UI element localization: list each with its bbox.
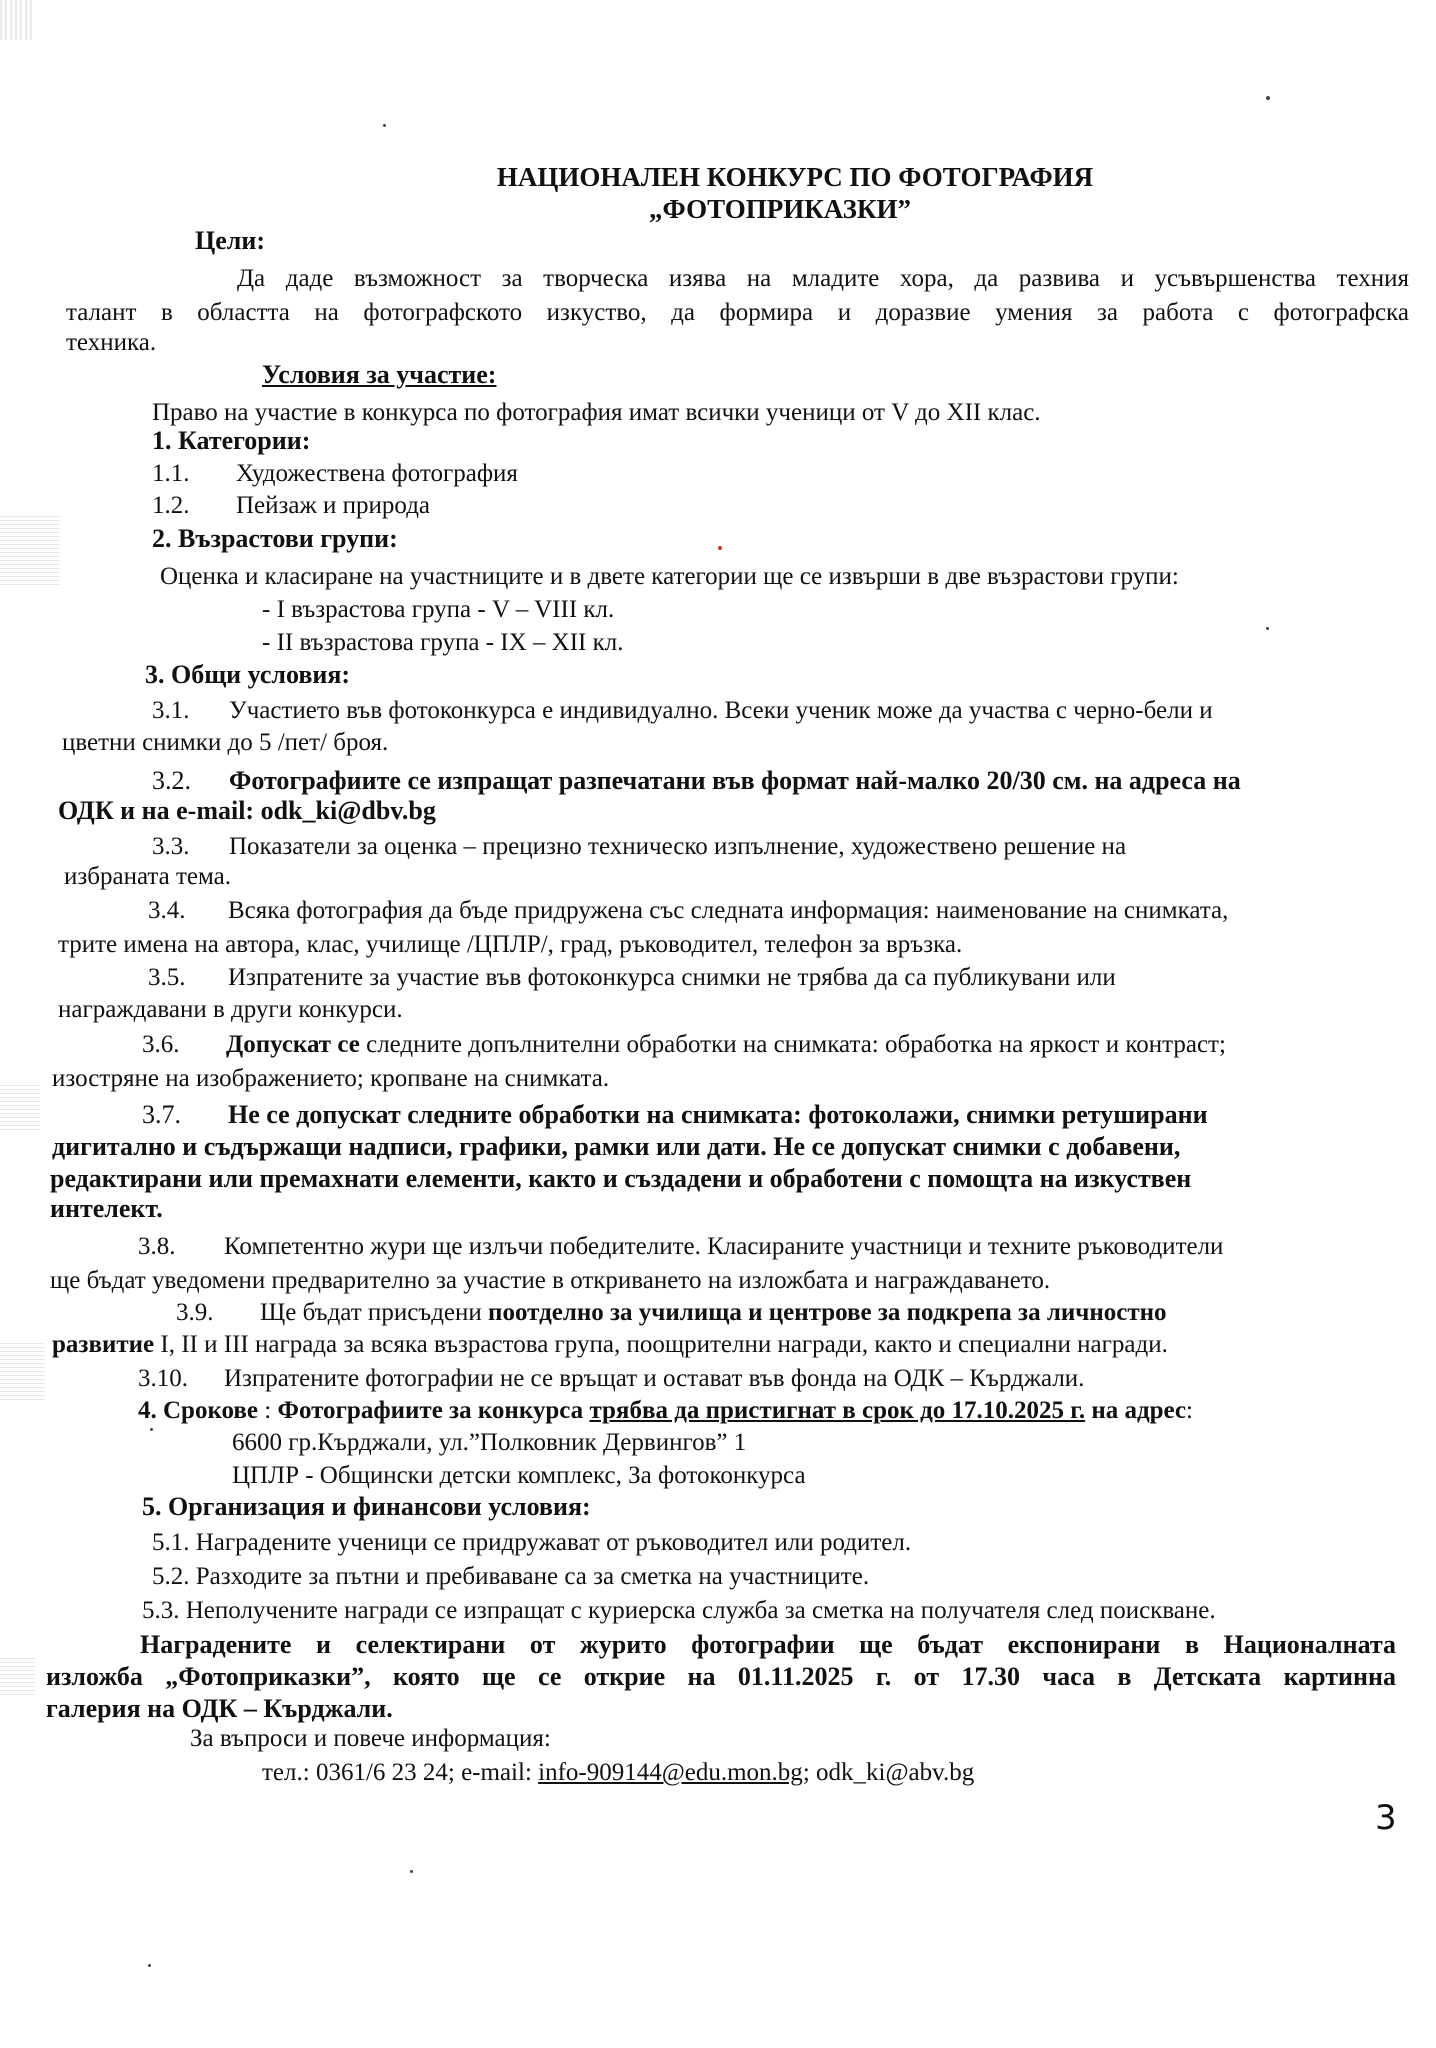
contact-line [262, 1758, 974, 1788]
item-number: 3.8. [138, 1233, 176, 1260]
speck [150, 1428, 153, 1431]
item-text: Показатели за оценка – прецизно техническо изпълнение, художествено решение на [229, 833, 1127, 860]
item-text: Ще бъдат присъдени [260, 1299, 489, 1326]
info-label: За въпроси и повече информация: [190, 1725, 551, 1752]
rule-3-8 [138, 1232, 1223, 1262]
rule-3-2-cont: ОДК и на e-mail: odk_ki@dbv.bg [58, 796, 436, 825]
rule-3-7-cont: интелект. [50, 1194, 163, 1223]
speck [410, 1870, 413, 1873]
org-heading: 5. Организация и финансови условия: [142, 1492, 591, 1521]
org-item: 5.2. Разходите за пътни и пребиваване са за сметка на участниците. [152, 1563, 870, 1590]
category-item [152, 491, 430, 521]
item-number: 3.4. [148, 897, 186, 924]
scan-artifact [0, 515, 60, 585]
item-number: 3.1. [152, 697, 190, 724]
rule-3-7 [142, 1100, 1208, 1130]
item-bold: Допускат се [226, 1031, 360, 1058]
goals-line: талант в областта на фотографското изкуство, да формира и доразвие умения за работа с фотографска [66, 299, 1409, 326]
item-number: 3.10. [138, 1365, 188, 1392]
scan-artifact [0, 1340, 45, 1400]
scan-artifact [0, 1085, 40, 1130]
item-text: Изпратените за участие във фотоконкурса снимки не трябва да са публикувани или [228, 964, 1116, 991]
item-number: 3.2. [152, 766, 191, 795]
title-line: „ФОТОПРИКАЗКИ” [649, 194, 911, 224]
item-number: 3.9. [176, 1299, 214, 1326]
doc-subtitle [80, 194, 1436, 224]
speck [148, 1964, 151, 1967]
rule-3-9 [176, 1298, 1167, 1328]
item-text: Пейзаж и природа [236, 492, 431, 519]
address-line: ЦПЛР - Общински детски комплекс, За фотоконкурса [232, 1462, 806, 1489]
deadline-colon: : [1186, 1397, 1193, 1424]
item-bold: развитие [52, 1331, 155, 1358]
rule-3-6 [142, 1030, 1226, 1060]
org-item: 5.1. Наградените ученици се придружават от ръководител или родител. [152, 1529, 912, 1556]
rule-3-4 [148, 896, 1228, 926]
item-text: Компетентно жури ще излъчи победителите. Класираните участници и техните ръководители [224, 1233, 1224, 1260]
item-text: Художествена фотография [236, 460, 518, 487]
deadline-label: 4. Срокове [138, 1397, 259, 1424]
contact-sep: ; [802, 1759, 817, 1786]
final-line: Наградените и селектирани от журито фотографии ще бъдат експонирани в Националната [140, 1630, 1396, 1659]
title-line: НАЦИОНАЛЕН КОНКУРС ПО ФОТОГРАФИЯ [496, 162, 1094, 192]
final-line: галерия на ОДК – Кърджали. [46, 1694, 393, 1723]
doc-title [95, 162, 1436, 192]
rule-3-3 [152, 832, 1126, 862]
rule-3-1 [152, 696, 1213, 726]
rule-3-8-cont: ще бъдат уведомени предварително за участие в откриването на изложбата и награждаването. [50, 1267, 1051, 1294]
item-number: 1.1. [152, 460, 190, 487]
item-number: 3.6. [142, 1031, 180, 1058]
speck [383, 124, 386, 127]
email-text: odk_ki@abv.bg [816, 1759, 975, 1786]
age-text: Оценка и класиране на участниците и в двете категории ще се извърши в две възрастови групи: [160, 563, 1179, 590]
category-item [152, 459, 518, 489]
speck [1266, 96, 1270, 100]
item-number: 3.7. [142, 1100, 181, 1129]
page-number: 3 [1375, 1798, 1397, 1838]
item-text: Изпратените фотографии не се връщат и остават във фонда на ОДК – Кърджали. [224, 1365, 1085, 1392]
goals-line: Да даде възможност за творческа изява на младите хора, да развива и усъвършенства техния [237, 265, 1409, 292]
contact-prefix: тел.: 0361/6 23 24; e-mail: [262, 1759, 539, 1786]
age-group: - I възрастова група - V – VIII кл. [262, 596, 615, 623]
item-text: следните допълнителни обработки на снимката: обработка на яркост и контраст; [359, 1031, 1226, 1058]
item-text: Не се допускат следните обработки на снимката: фотоколажи, снимки ретуширани [228, 1100, 1208, 1129]
conditions-text: Право на участие в конкурса по фотография имат всички ученици от V до XII клас. [152, 399, 1041, 426]
deadline-line [138, 1396, 1193, 1426]
rule-3-3-cont: избраната тема. [64, 863, 231, 890]
deadline-colon: : [258, 1397, 278, 1424]
rule-3-4-cont: трите имена на автора, клас, училище /ЦПЛР/, град, ръководител, телефон за връзка. [58, 931, 963, 958]
conditions-heading: Условия за участие: [262, 360, 497, 389]
rule-3-9-cont [52, 1330, 1168, 1360]
final-line: изложба „Фотоприказки”, която ще се открие на 01.11.2025 г. от 17.30 часа в Детската картинна [46, 1662, 1396, 1691]
item-bold: поотделно за училища и центрове за подкрепа за личностно [488, 1299, 1167, 1326]
rule-3-2 [152, 766, 1241, 796]
rule-3-5-cont: награждавани в други конкурси. [58, 996, 403, 1023]
deadline-date: трябва да пристигнат в срок до 17.10.2025 г. [589, 1397, 1086, 1424]
org-item: 5.3. Неполучените награди се изпращат с куриерска служба за сметка на получателя след поискване. [142, 1597, 1216, 1624]
item-text: Всяка фотография да бъде придружена със следната информация: наименование на снимката, [228, 897, 1229, 924]
item-text: Участието във фотоконкурса е индивидуално. Всеки ученик може да участва с черно-бели и [229, 697, 1213, 724]
deadline-text: на адрес [1085, 1397, 1187, 1424]
item-text: Фотографиите се изпращат разпечатани във формат най-малко 20/30 см. на адреса на [229, 766, 1241, 795]
age-group: - II възрастова група - IX – XII кл. [262, 629, 624, 656]
rule-3-5 [148, 963, 1116, 993]
item-text: I, II и III награда за всяка възрастова група, поощрителни награди, както и специални награди. [154, 1331, 1168, 1358]
address-line: 6600 гр.Кърджали, ул.”Полковник Дервингов” 1 [232, 1429, 747, 1456]
rule-3-6-cont: изостряне на изображението; кропване на снимката. [52, 1065, 610, 1092]
goals-line: техника. [66, 329, 157, 356]
deadline-text: Фотографиите за конкурса [277, 1397, 590, 1424]
rule-3-7-cont: редактирани или премахнати елементи, както и създадени и обработени с помощта на изкуствен [50, 1164, 1192, 1193]
rule-3-1-cont: цветни снимки до 5 /пет/ броя. [62, 729, 389, 756]
speck [1266, 627, 1269, 630]
scan-artifact [0, 0, 34, 40]
age-heading: 2. Възрастови групи: [152, 524, 398, 553]
rule-3-7-cont: дигитално и съдържащи надписи, графики, рамки или дати. Не се допускат снимки с добавени, [52, 1132, 1181, 1161]
rule-3-10 [138, 1364, 1084, 1394]
scan-artifact [0, 1655, 35, 1695]
email-link[interactable]: info-909144@edu.mon.bg [538, 1759, 803, 1786]
item-number: 1.2. [152, 492, 190, 519]
goals-heading: Цели: [195, 226, 265, 255]
item-number: 3.5. [148, 964, 186, 991]
speck [718, 546, 722, 550]
categories-heading: 1. Категории: [152, 426, 311, 455]
item-number: 3.3. [152, 833, 190, 860]
general-heading: 3. Общи условия: [145, 660, 351, 689]
